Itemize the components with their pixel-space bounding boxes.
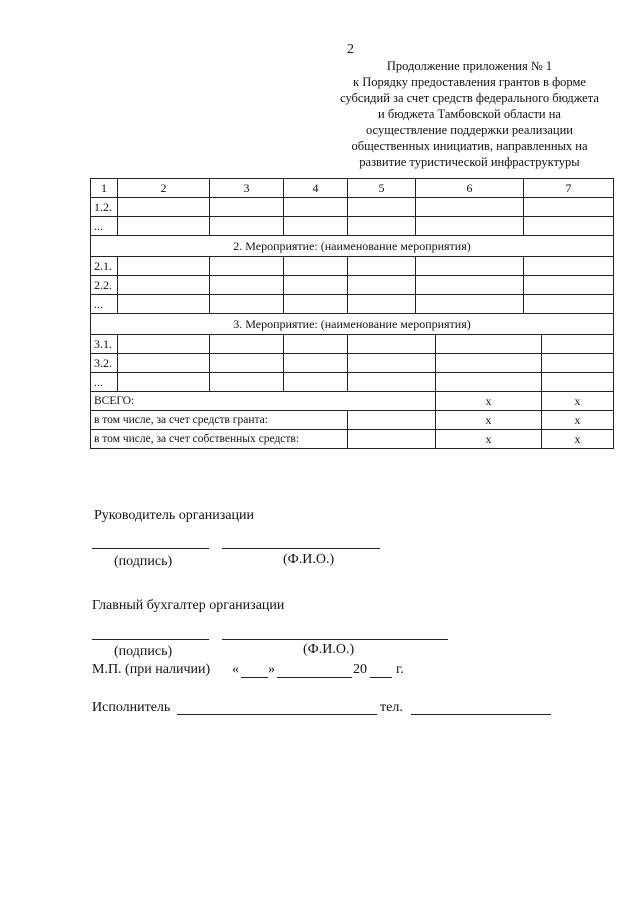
column-header: 7: [524, 179, 614, 198]
table-row: [91, 217, 614, 236]
phone-label: тел.: [380, 700, 403, 715]
column-header: 4: [284, 179, 348, 198]
total-col7: x: [542, 411, 614, 430]
header-line: субсидий за счет средств федерального бюджета: [340, 91, 599, 105]
date-year-line: [370, 677, 392, 678]
accountant-signature-line: [92, 639, 209, 640]
section-title: 2. Мероприятие: (наименование мероприятия): [91, 236, 614, 257]
stamp-label: М.П. (при наличии): [92, 662, 211, 677]
phone-line: [411, 714, 551, 715]
table-row: [91, 373, 614, 392]
header-line: Продолжение приложения № 1: [386, 59, 553, 73]
table-header-row: [91, 179, 614, 198]
row-number: 3.1.: [91, 335, 118, 354]
row-number: 2.2.: [91, 276, 118, 295]
table-row: [91, 354, 614, 373]
total-col7: x: [542, 430, 614, 449]
signature-caption: (подпись): [114, 554, 173, 569]
date-year-prefix: 20: [353, 662, 367, 677]
table-row: [91, 295, 614, 314]
column-header: 2: [118, 179, 210, 198]
table-row: [91, 335, 614, 354]
row-number: 1.2.: [91, 198, 118, 217]
total-col6: x: [436, 392, 542, 411]
fio-caption: (Ф.И.О.): [283, 552, 335, 567]
total-col6: x: [436, 430, 542, 449]
date-quote-open: «: [232, 662, 239, 677]
section-row: [91, 314, 614, 335]
date-quote-close: »: [268, 662, 275, 677]
header-line: общественных инициатив, направленных на: [351, 139, 588, 153]
row-number: ...: [91, 295, 118, 314]
total-row: [91, 392, 614, 411]
total-row: [91, 430, 614, 449]
row-number: 2.1.: [91, 257, 118, 276]
column-header: 5: [348, 179, 416, 198]
date-month-line: [277, 677, 352, 678]
accountant-title: Главный бухгалтер организации: [92, 598, 285, 613]
total-label: ВСЕГО:: [91, 392, 436, 411]
column-header: 1: [91, 179, 118, 198]
table-row: [91, 198, 614, 217]
total-col7: x: [542, 392, 614, 411]
total-row: [91, 411, 614, 430]
row-number: ...: [91, 373, 118, 392]
column-header: 6: [416, 179, 524, 198]
appendix-header: [327, 58, 612, 170]
date-year-suffix: г.: [396, 662, 404, 677]
signature-caption: (подпись): [114, 644, 173, 659]
total-label: в том числе, за счет собственных средств:: [91, 430, 348, 449]
head-signature-line: [92, 548, 209, 549]
date-day-line: [241, 677, 268, 678]
column-header: 3: [210, 179, 284, 198]
header-line: и бюджета Тамбовской области на: [378, 107, 561, 121]
header-line: к Порядку предоставления грантов в форме: [353, 75, 586, 89]
executor-line: [177, 714, 377, 715]
head-fio-line: [222, 548, 380, 549]
head-title: Руководитель организации: [94, 508, 254, 523]
total-label: в том числе, за счет средств гранта:: [91, 411, 348, 430]
grant-table: [90, 178, 614, 449]
header-line: осуществление поддержки реализации: [366, 123, 573, 137]
section-title: 3. Мероприятие: (наименование мероприятия): [91, 314, 614, 335]
executor-label: Исполнитель: [92, 700, 171, 715]
accountant-fio-line: [222, 639, 448, 640]
fio-caption: (Ф.И.О.): [303, 642, 355, 657]
table-row: [91, 257, 614, 276]
table-row: [91, 276, 614, 295]
page-number: 2: [347, 42, 354, 57]
row-number: ...: [91, 217, 118, 236]
header-line: развитие туристической инфраструктуры: [359, 155, 580, 169]
total-col6: x: [436, 411, 542, 430]
row-number: 3.2.: [91, 354, 118, 373]
section-row: [91, 236, 614, 257]
